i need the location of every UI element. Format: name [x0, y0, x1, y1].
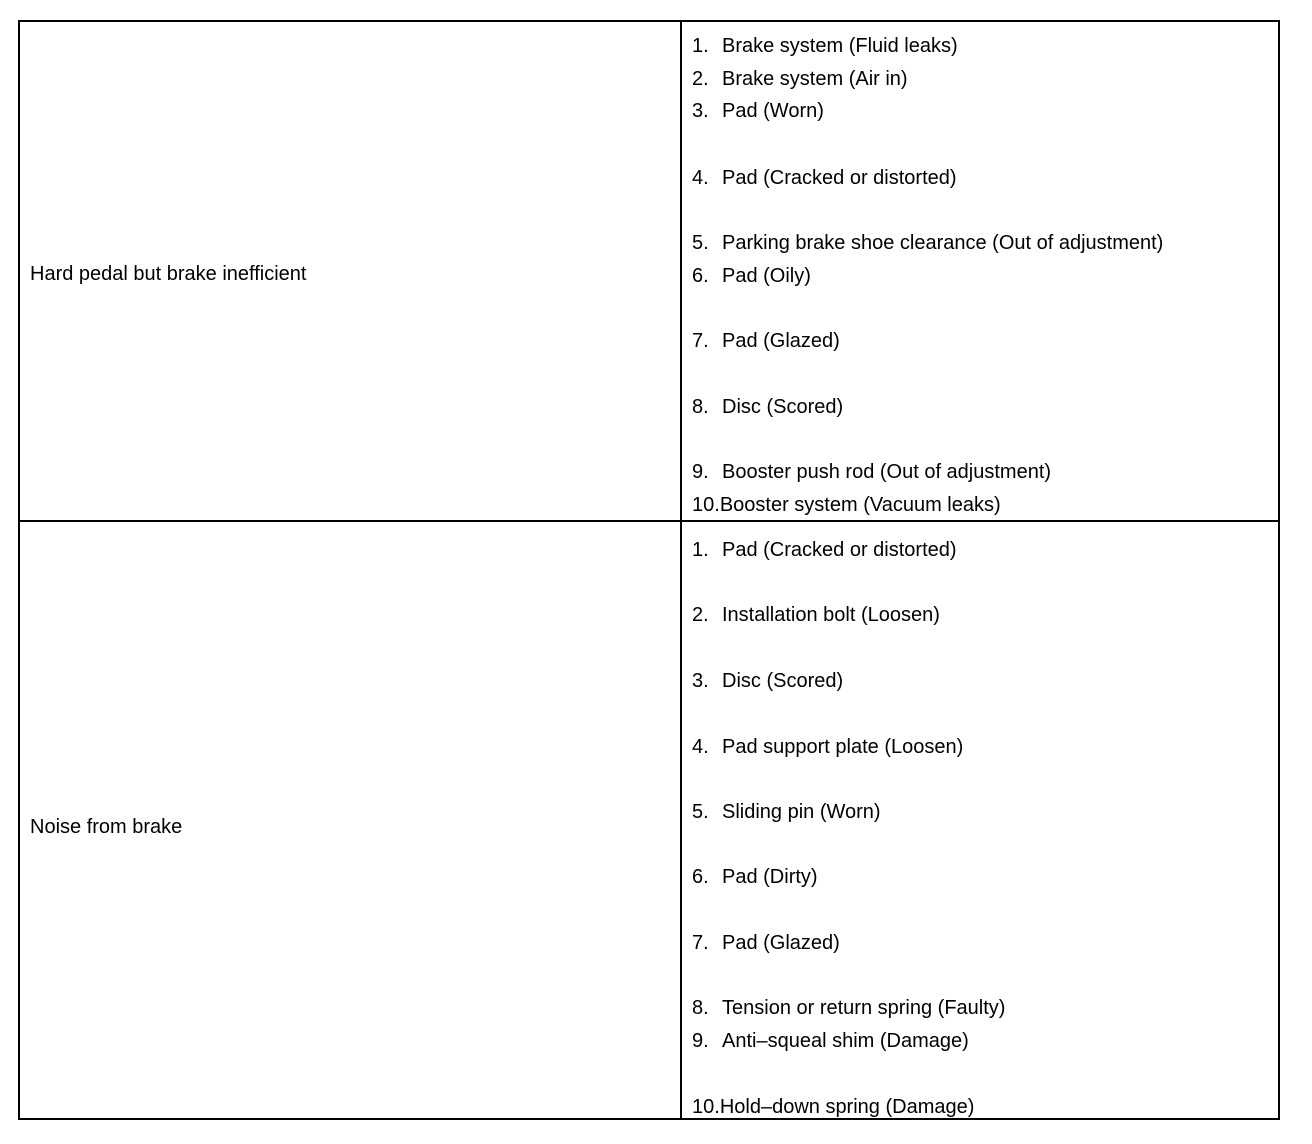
- cause-number: 5.: [692, 232, 709, 254]
- cause-number: 7.: [692, 932, 709, 954]
- symptom-cell: [20, 522, 682, 1118]
- cause-item: [692, 329, 840, 353]
- cause-number: 4.: [692, 167, 709, 189]
- cause-item: [692, 669, 843, 693]
- cause-number: 6.: [692, 866, 709, 888]
- cause-number: 2.: [692, 68, 709, 90]
- cause-item: [692, 603, 940, 627]
- cause-text: Pad (Worn): [722, 100, 824, 122]
- cause-item: [692, 1029, 969, 1053]
- cause-number: 1.: [692, 35, 709, 57]
- cause-text: Disc (Scored): [722, 670, 844, 692]
- cause-item: [692, 996, 1005, 1020]
- cause-text: Pad (Glazed): [722, 932, 840, 954]
- cause-text: Booster push rod (Out of adjustment): [722, 461, 1052, 483]
- cause-number: 6.: [692, 265, 709, 287]
- cause-item: [692, 231, 1163, 255]
- cause-number: 10.: [692, 494, 720, 516]
- cause-item: [692, 493, 1001, 517]
- cause-item: [692, 264, 811, 288]
- cause-text: Pad (Dirty): [722, 866, 818, 888]
- troubleshooting-table: [18, 20, 1280, 1120]
- symptom-text: Noise from brake: [30, 816, 183, 838]
- cause-item: [692, 865, 818, 889]
- cause-text: Pad (Cracked or distorted): [722, 539, 957, 561]
- cause-text: Disc (Scored): [722, 396, 844, 418]
- symptom-text: Hard pedal but brake inefficient: [30, 263, 307, 285]
- cause-number: 8.: [692, 396, 709, 418]
- cause-number: 4.: [692, 736, 709, 758]
- table-row: [20, 22, 1278, 522]
- cause-item: [692, 99, 824, 123]
- cause-number: 2.: [692, 604, 709, 626]
- cause-number: 3.: [692, 670, 709, 692]
- cause-text: Sliding pin (Worn): [722, 801, 881, 823]
- cause-item: [692, 395, 843, 419]
- cause-text: Installation bolt (Loosen): [722, 604, 940, 626]
- cause-number: 1.: [692, 539, 709, 561]
- cause-text: Anti–squeal shim (Damage): [722, 1030, 969, 1052]
- cause-item: [692, 67, 908, 91]
- cause-text: Pad support plate (Loosen): [722, 736, 964, 758]
- cause-item: [692, 166, 957, 190]
- cause-text: Brake system (Fluid leaks): [722, 35, 958, 57]
- cause-item: [692, 34, 958, 58]
- cause-cell: [682, 22, 1278, 520]
- cause-number: 10.: [692, 1096, 720, 1118]
- cause-cell: [682, 522, 1278, 1118]
- symptom-cell: [20, 22, 682, 520]
- cause-item: [692, 538, 957, 562]
- cause-item: [692, 800, 881, 824]
- cause-number: 7.: [692, 330, 709, 352]
- cause-number: 5.: [692, 801, 709, 823]
- cause-item: [692, 931, 840, 955]
- cause-text: Pad (Glazed): [722, 330, 840, 352]
- cause-text: Pad (Oily): [722, 265, 811, 287]
- cause-text: Hold–down spring (Damage): [719, 1096, 975, 1118]
- cause-text: Booster system (Vacuum leaks): [719, 494, 1001, 516]
- cause-number: 8.: [692, 997, 709, 1019]
- cause-text: Pad (Cracked or distorted): [722, 167, 957, 189]
- cause-number: 3.: [692, 100, 709, 122]
- cause-text: Brake system (Air in): [722, 68, 908, 90]
- cause-number: 9.: [692, 1030, 709, 1052]
- cause-text: Tension or return spring (Faulty): [722, 997, 1006, 1019]
- cause-item: [692, 1095, 974, 1119]
- cause-item: [692, 735, 963, 759]
- cause-number: 9.: [692, 461, 709, 483]
- cause-text: Parking brake shoe clearance (Out of adjustment): [722, 232, 1164, 254]
- cause-item: [692, 460, 1051, 484]
- table-row: [20, 522, 1278, 1118]
